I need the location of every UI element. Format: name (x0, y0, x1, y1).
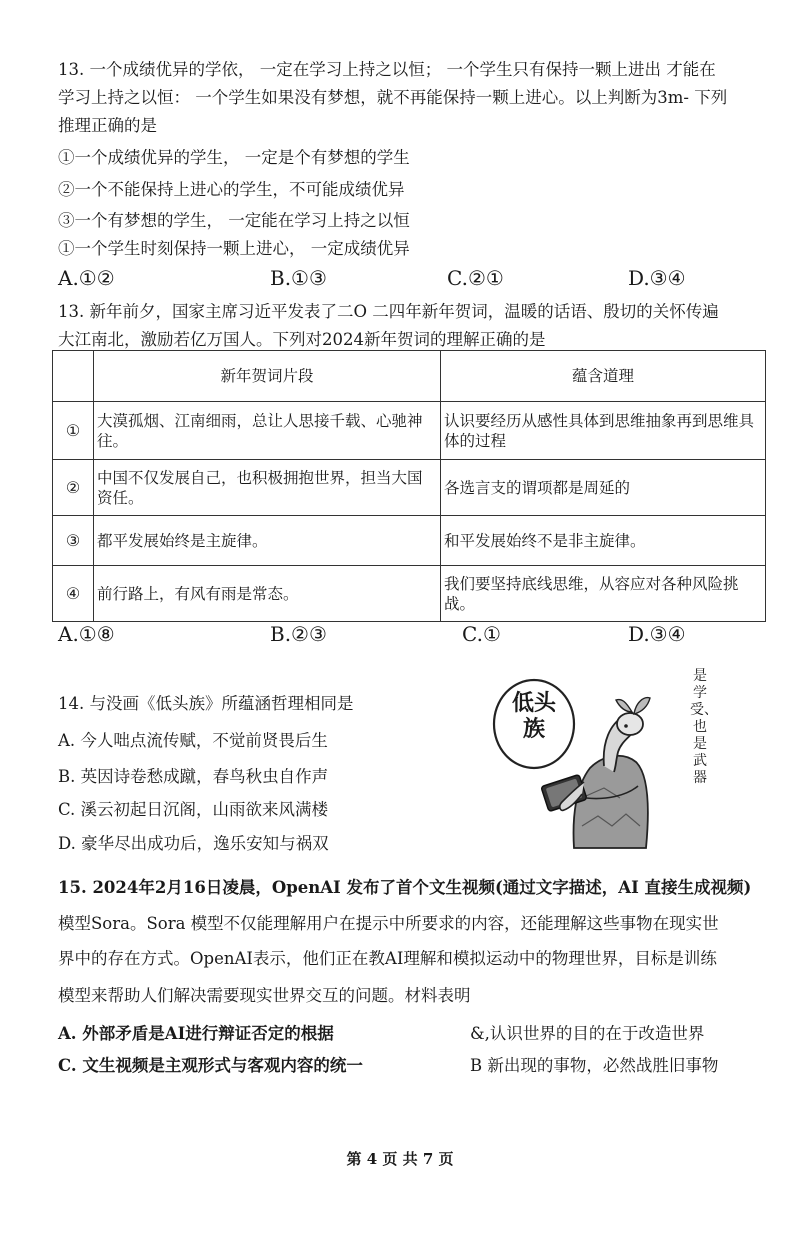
greeting-table (52, 350, 766, 622)
row-num: ② (53, 460, 94, 516)
page-footer: 第 4 页 共 7 页 (346, 1150, 454, 1168)
q13a-option-d: D.③④ (628, 266, 686, 290)
row-num: ③ (53, 516, 94, 566)
q13b-stem-line1: 13. 新年前夕，国家主席习近平发表了二O 二四年新年贺词，温暖的话语、殷切的关怀传遍 (58, 302, 719, 321)
table-header-row (53, 351, 766, 402)
q14-stem: 14. 与没画《低头族》所蕴涵哲理相同是 (58, 694, 354, 713)
q13b-option-b: B.②③ (270, 622, 327, 646)
q14-option-a: A. 今人咄点流传赋，不觉前贤畏后生 (58, 731, 328, 750)
q15-option-d: B 新出现的事物，必然战胜旧事物 (470, 1056, 719, 1075)
row-fragment: 大漠孤烟、江南细雨，总让人思接千载、心驰神往。 (94, 402, 441, 460)
q15-line2: 模型Sora。Sora 模型不仅能理解用户在提示中所要求的内容，还能理解这些事物在现实世 (58, 914, 719, 933)
q13b-option-c: C.① (462, 622, 501, 646)
q13a-statement: ①一个学生时刻保持一颗上进心， 一定成绩优异 (58, 239, 410, 258)
q15-option-a: A. 外部矛盾是AI进行辩证否定的根据 (58, 1024, 334, 1043)
q13a-statement: ①一个成绩优异的学生， 一定是个有梦想的学生 (58, 148, 410, 167)
table-header-fragment: 新年贺词片段 (94, 351, 441, 402)
row-fragment: 前行路上，有风有雨是常态。 (94, 566, 441, 622)
q13a-option-a: A.①② (58, 266, 115, 290)
q13a-option-c: C.②① (447, 266, 504, 290)
q13a-statement: ③一个有梦想的学生， 一定能在学习上持之以恒 (58, 211, 410, 230)
table-row (53, 566, 766, 622)
cartoon-illustration (486, 676, 680, 852)
q15-line4: 模型来帮助人们解决需要现实世界交互的问题。材料表明 (58, 986, 471, 1005)
q13b-option-a: A.①⑧ (58, 622, 115, 646)
q15-line3: 界中的存在方式。OpenAI表示，他们正在教AI理解和模拟运动中的物理世界，目标是训练 (58, 949, 717, 968)
q13b-option-d: D.③④ (628, 622, 686, 646)
row-principle: 我们要坚持底线思维，从容应对各种风险挑战。 (441, 566, 766, 622)
q13a-statement: ②一个不能保持上进心的学生，不可能成绩优异 (58, 180, 405, 199)
row-num: ④ (53, 566, 94, 622)
table-header-num (53, 351, 94, 402)
q14-option-c: C. 溪云初起日沉阁，山雨欲来风满楼 (58, 800, 329, 819)
row-principle: 各选言支的谓项都是周延的 (441, 460, 766, 516)
row-fragment: 都平发展始终是主旋律。 (94, 516, 441, 566)
q13a-stem-line2: 学习上持之以恒： 一个学生如果没有梦想，就不再能保持一颗上进心。以上判断为3m- 下列 (58, 88, 728, 107)
cartoon-side-caption: 是学受、也是武器 (690, 668, 718, 786)
table-row (53, 460, 766, 516)
table-row (53, 402, 766, 460)
q15-line1: 15. 2024年2月16日凌晨，OpenAI 发布了首个文生视频(通过文字描述，AI 直接生成视频) (58, 878, 752, 897)
row-principle: 和平发展始终不是非主旋律。 (441, 516, 766, 566)
row-fragment: 中国不仅发展自己，也积极拥抱世界，担当大国资任。 (94, 460, 441, 516)
row-principle: 认识要经历从感性具体到思维抽象再到思维具体的过程 (441, 402, 766, 460)
q13a-stem-line1: 13. 一个成绩优异的学依， 一定在学习上持之以恒； 一个学生只有保持一颗上进出 才能在 (58, 60, 716, 79)
q13a-stem-line3: 推理正确的是 (58, 116, 157, 135)
table-row (53, 516, 766, 566)
q13a-option-b: B.①③ (270, 266, 327, 290)
row-num: ① (53, 402, 94, 460)
q15-option-c: C. 文生视频是主观形式与客观内容的统一 (58, 1056, 363, 1075)
q15-option-b: &,认识世界的目的在于改造世界 (470, 1024, 705, 1043)
cartoon-title: 低头族 (511, 690, 556, 742)
q14-option-b: B. 英因诗卷愁成蹴，春鸟秋虫自作声 (58, 767, 329, 786)
q13b-stem-line2: 大江南北，激励若亿万国人。下列对2024新年贺词的理解正确的是 (58, 330, 546, 349)
table-header-principle: 蕴含道理 (441, 351, 766, 402)
q14-option-d: D. 豪华尽出成功后，逸乐安知与祸双 (58, 834, 329, 853)
